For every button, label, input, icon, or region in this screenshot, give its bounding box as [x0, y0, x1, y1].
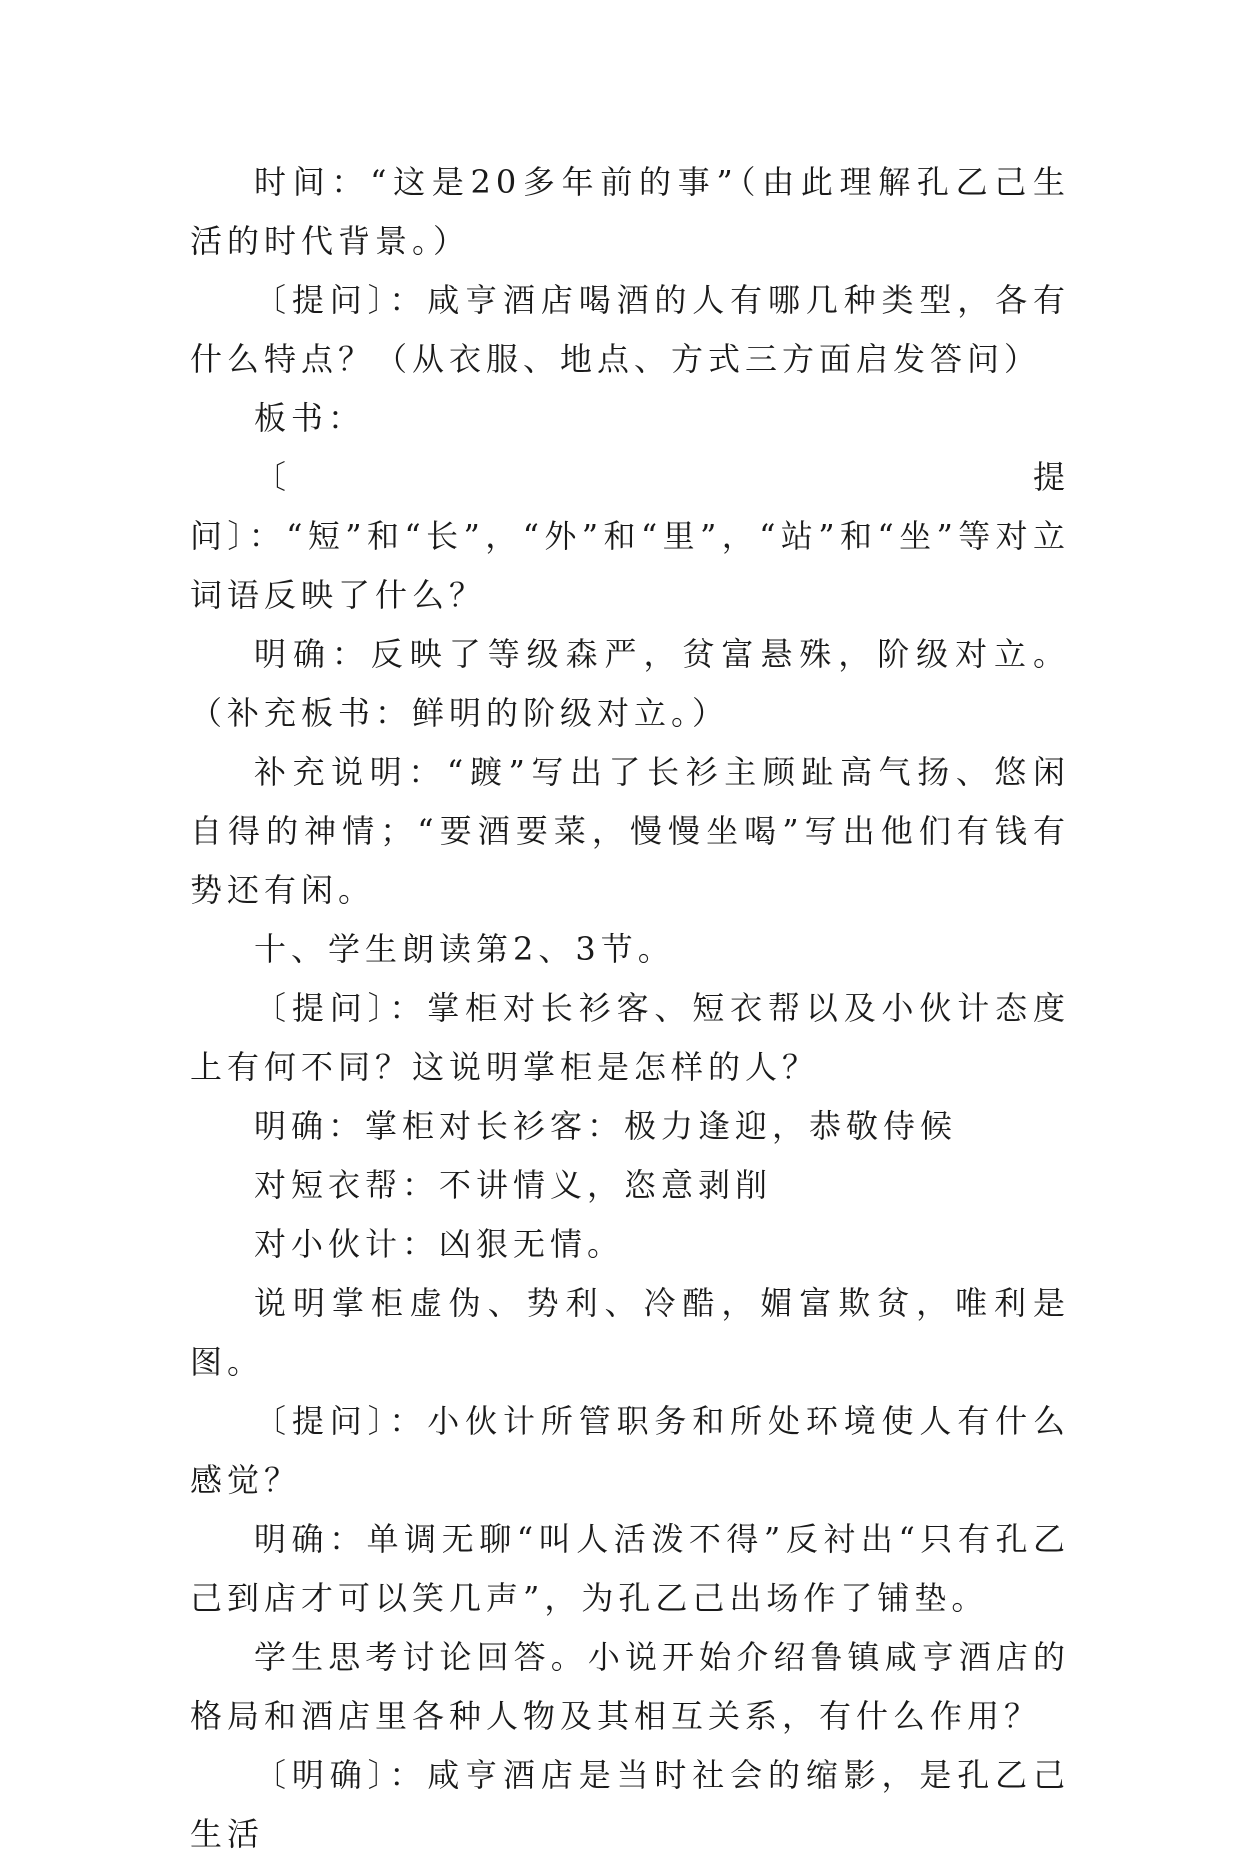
paragraph-question-drinker-types: 〔提问〕：咸亨酒店喝酒的人有哪几种类型，各有什么特点？（从衣服、地点、方式三方面启发答问） [190, 281, 1070, 378]
paragraph-section-ten: 十、学生朗读第2、3节。 [254, 930, 675, 968]
paragraph-answer-waiter: 对小伙计：凶狠无情。 [254, 1225, 625, 1263]
paragraph-answer-short-coat: 对短衣帮：不讲情义，恣意剥削 [254, 1166, 773, 1204]
paragraph-answer-tavern: 〔明确〕：咸亨酒店是当时社会的缩影，是孔乙己生活 [190, 1756, 1070, 1853]
paragraph-question-waiter-duty: 〔提问〕：小伙计所管职务和所处环境使人有什么感觉？ [190, 1402, 1070, 1499]
paragraph-answer-class-opposition: 明确：反映了等级森严，贫富悬殊，阶级对立。（补充板书：鲜明的阶级对立。） [190, 635, 1070, 732]
paragraph-supplement: 补充说明：“踱”写出了长衫主顾趾高气扬、悠闲自得的神情；“要酒要菜，慢慢坐喝”写出他们有钱有势还有闲。 [190, 753, 1070, 909]
paragraph-time: 时间：“这是20多年前的事”（由此理解孔乙己生活的时代背景。） [190, 163, 1070, 260]
document-body [190, 153, 1070, 1864]
paragraph-answer-long-gown: 明确：掌柜对长衫客：极力逢迎，恭敬侍候 [254, 1107, 958, 1145]
paragraph-question-opposite-words: 〔提问〕：“短”和“长”，“外”和“里”，“站”和“坐”等对立词语反映了什么？ [190, 458, 1070, 614]
paragraph-discussion: 学生思考讨论回答。小说开始介绍鲁镇咸亨酒店的格局和酒店里各种人物及其相互关系，有什么作用？ [190, 1638, 1070, 1735]
paragraph-answer-waiter-duty: 明确：单调无聊“叫人活泼不得”反衬出“只有孔乙己到店才可以笑几声”，为孔乙己出场作了铺垫。 [190, 1520, 1070, 1617]
paragraph-question-shopkeeper: 〔提问〕：掌柜对长衫客、短衣帮以及小伙计态度上有何不同？这说明掌柜是怎样的人？ [190, 989, 1070, 1086]
paragraph-shopkeeper-summary: 说明掌柜虚伪、势利、冷酷，媚富欺贫，唯利是图。 [190, 1284, 1070, 1381]
paragraph-blackboard: 板书： [254, 399, 366, 437]
